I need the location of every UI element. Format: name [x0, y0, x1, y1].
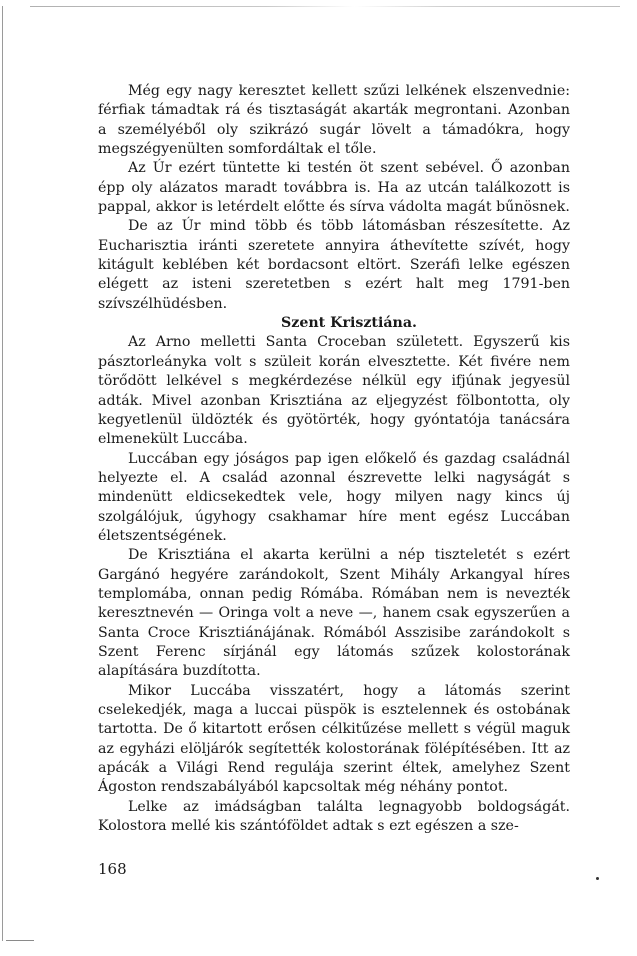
- paragraph: Még egy nagy keresztet kellett szűzi lelkének elszenvednie: férfiak támadtak rá és tisztaságát akarták megrontani. Azonban a személyéből oly szikrázó sugár lövelt a támadókra, hogy megszégyenülten somfordáltak el tőle.: [98, 83, 570, 158]
- paragraph: Mikor Luccába visszatért, hogy a látomás szerint cselekedjék, maga a luccai püspök is esztelennek és ostobának tartotta. De ő kitartott erősen célkitűzése mellett s végül maguk az egyházi elöljárók segítették kolostorának fölépítésében. Itt az apácák a Világi Rend regulája szerint éltek, amelyhez Szent Ágoston rendszabályából kapcsoltak még néhány pontot.: [98, 682, 570, 796]
- paragraph: Luccában egy jóságos pap igen előkelő és gazdag családnál helyezte el. A család azonnal észrevette lelki nagyságát s mindenütt eldicsekedtek vele, hogy milyen nagy kincs új szolgálójuk, úgyhogy csakhamar híre ment egész Luccában életszentségének.: [98, 450, 570, 544]
- section-heading: Szent Krisztiána.: [281, 315, 417, 332]
- scan-speck: [596, 877, 599, 880]
- paragraph: De Krisztiána el akarta kerülni a nép tiszteletét s ezért Gargánó hegyére zarándokolt, Szent Mihály Arkangyal híres templomába, onnan pedig Rómába. Rómában nem is nevezték keresztnevén — Oringa volt a neve —, hanem csak egyszerűen a Santa Croce Krisztiánájának. Rómából Asszisibe zarándokolt s Szent Ferenc sírjánál egy látomás szűzek kolostorának alapítására buzdította.: [98, 547, 570, 680]
- page-number: 168: [98, 860, 127, 878]
- paragraph: Lelke az imádságban találta legnagyobb boldogságát. Kolostora mellé kis szántóföldet adtak s ezt egészen a sze-: [98, 798, 570, 835]
- page-body: [98, 82, 570, 836]
- paragraph: De az Úr mind több és több látomásban részesítette. Az Eucharisztia iránti szeretete annyira áthevítette szívét, hogy kitágult keblében két bordacsont eltört. Szeráfi lelke egészen elégett az isteni szeretetben s ezért halt meg 1791-ben szívszélhüdésben.: [98, 218, 570, 312]
- paragraph: Az Arno melletti Santa Croceban született. Egyszerű kis pásztorleányka volt s szüleit korán elvesztette. Két fivére nem törődött lelkével s megkérdezése nélkül egy ifjúnak jegyesül adták. Mivel azonban Krisztiána az eljegyzést fölbontotta, oly kegyetlenül üldözték és gyötörték, hogy gyóntatója tanácsára elmenekült Luccába.: [98, 334, 570, 448]
- scan-edge-top: [30, 6, 620, 7]
- scan-edge-bottom: [6, 940, 34, 941]
- scan-edge-left: [2, 6, 3, 941]
- paragraph: Az Úr ezért tüntette ki testén öt szent sebével. Ő azonban épp oly alázatos maradt továbbra is. Ha az utcán találkozott is pappal, akkor is letérdelt előtte és sírva vádolta magát bűnösnek.: [98, 160, 570, 216]
